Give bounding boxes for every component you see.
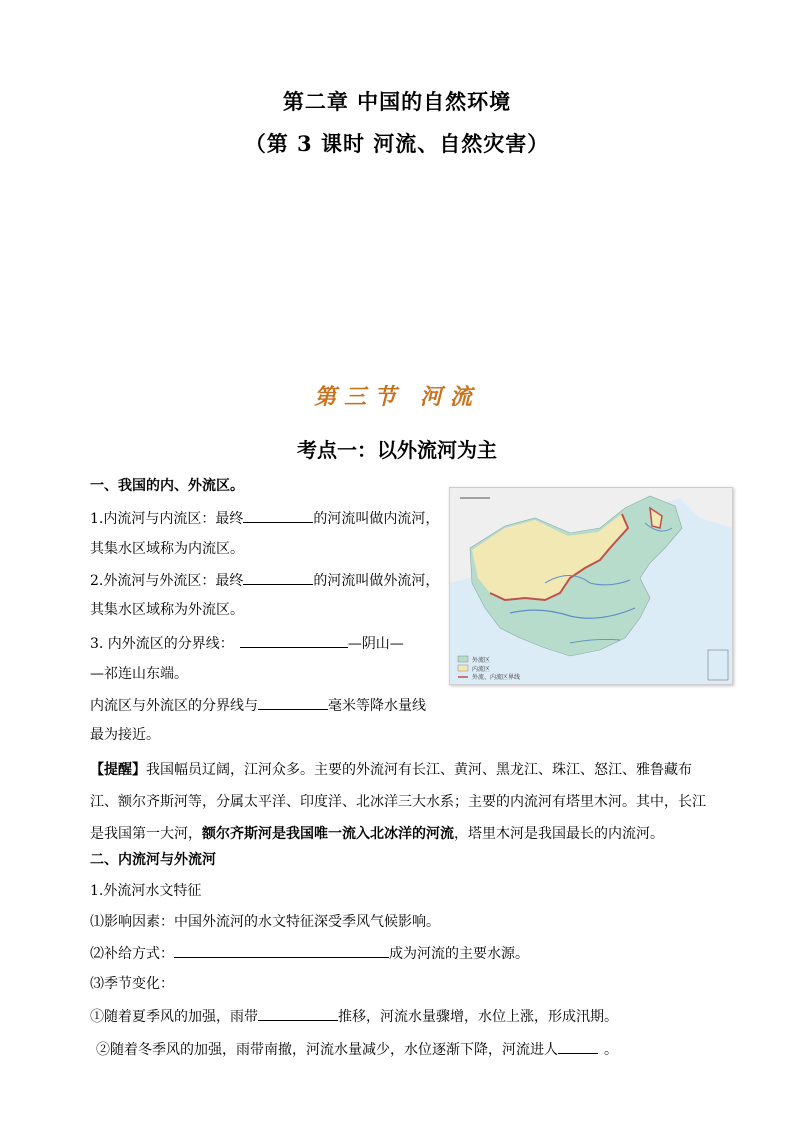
item1-blank[interactable] xyxy=(243,508,313,523)
tip-text-bold: 额尔齐斯河是我国唯一流入北冰洋的河流 xyxy=(202,826,454,842)
chapter-title: 第二章 中国的自然环境 xyxy=(282,89,512,114)
item4-line1 xyxy=(90,695,426,716)
item3-blank[interactable] xyxy=(240,633,348,648)
part2-heading: 二、内流河与外流河 xyxy=(90,852,216,868)
s2-blank[interactable] xyxy=(174,943,389,958)
part2-s3: ⑶季节变化： xyxy=(90,976,174,992)
tip-text-1: 我国幅员辽阔，江河众多。主要的外流河有长江、黄河、黑龙江、珠江、怒江、雅鲁藏布江、额尔齐斯河等，分属太平洋、印度洋、北冰洋三大水系；主要的内流河有塔里木河。其中，长江是我国第一大河， xyxy=(90,762,706,842)
item4-text-b: 毫米等降水量线 xyxy=(328,698,426,714)
item3-line2: —祁连山东端。 xyxy=(90,666,188,682)
item2-text-b: 的河流叫做外流河， xyxy=(313,573,440,589)
legend-swatch-outflow xyxy=(458,656,468,662)
map-south-sea-inset xyxy=(708,650,728,680)
tip-label: 【提醒】 xyxy=(90,762,146,778)
s4-text-a: ①随着夏季风的加强，雨带 xyxy=(90,1009,258,1025)
item1-text-b: 的河流叫做内流河， xyxy=(313,511,440,527)
s5-blank[interactable] xyxy=(558,1039,598,1054)
china-drainage-map xyxy=(449,487,733,685)
s5-text-a: ②随着冬季风的加强，雨带南撤，河流水量减少，水位逐渐下降，河流进人 xyxy=(96,1042,558,1058)
item4-blank[interactable] xyxy=(258,695,328,710)
s4-text-b: 推移，河流水量骤增，水位上涨，形成汛期。 xyxy=(338,1009,618,1025)
item4-text-a: 内流区与外流区的分界线与 xyxy=(90,698,258,714)
part1-heading: 一、我国的内、外流区。 xyxy=(90,478,244,494)
part2-s4 xyxy=(90,1006,618,1027)
item2-blank[interactable] xyxy=(243,570,313,585)
lesson-subtitle: （第 3 课时 河流、自然灾害） xyxy=(244,131,550,156)
item1-line1 xyxy=(90,508,439,529)
item4-line2: 最为接近。 xyxy=(90,727,160,743)
s4-blank[interactable] xyxy=(258,1006,338,1021)
legend-label-boundary: 外流、内流区界线 xyxy=(472,674,521,681)
part2-s5 xyxy=(96,1039,618,1060)
item3-text-b: —阴山— xyxy=(347,636,404,652)
item2-line2: 其集水区域称为外流区。 xyxy=(90,602,244,618)
legend-label-inflow: 内流区 xyxy=(472,666,491,673)
legend-label-outflow: 外流区 xyxy=(472,657,491,664)
item1-text-a: 1.内流河与内流区：最终 xyxy=(90,511,244,527)
item3-line1 xyxy=(90,633,404,654)
s5-text-b: 。 xyxy=(604,1042,618,1058)
tip-text-2: ，塔里木河是我国最长的内流河。 xyxy=(454,826,664,842)
item1-line2: 其集水区域称为内流区。 xyxy=(90,541,244,557)
section-title: 第三节 河流 xyxy=(314,384,480,410)
item2-line1 xyxy=(90,570,439,591)
tip-paragraph xyxy=(90,754,710,850)
part2-s2 xyxy=(90,943,529,964)
s2-text-a: ⑵补给方式： xyxy=(90,946,174,962)
legend-swatch-inflow xyxy=(458,665,468,671)
item2-text-a: 2.外流河与外流区：最终 xyxy=(90,573,244,589)
kaodian-title: 考点一：以外流河为主 xyxy=(297,438,497,462)
item3-text-a: 3. 内外流区的分界线： xyxy=(90,636,234,652)
part2-s1: ⑴影响因素：中国外流河的水文特征深受季风气候影响。 xyxy=(90,914,440,930)
map-graphic xyxy=(450,488,732,684)
s2-text-b: 成为河流的主要水源。 xyxy=(389,946,529,962)
part2-sub1: 1.外流河水文特征 xyxy=(90,883,202,899)
